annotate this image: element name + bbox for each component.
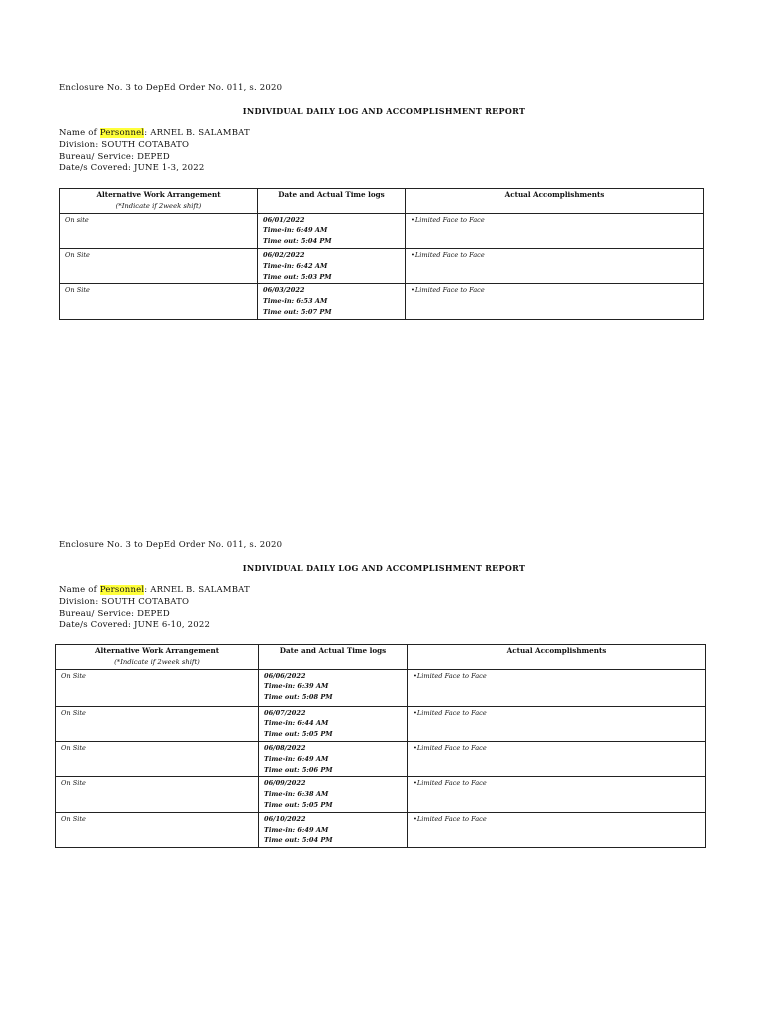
table-row: [56, 669, 706, 706]
report-title: INDIVIDUAL DAILY LOG AND ACCOMPLISHMENT REPORT: [242, 106, 526, 116]
table-row: [56, 777, 706, 812]
table-row: [60, 213, 704, 248]
accomplishment-cell: • Limited Face to Face: [408, 777, 706, 812]
header-arrangement-note: (*Indicate if 2week shift): [114, 657, 200, 666]
report-title: INDIVIDUAL DAILY LOG AND ACCOMPLISHMENT REPORT: [242, 563, 526, 573]
enclosure-reference: Enclosure No. 3 to DepEd Order No. 011, s. 2020: [59, 83, 283, 93]
arrangement-cell: On site: [60, 213, 258, 248]
arrangement-cell: On Site: [56, 706, 259, 741]
header-time-logs: Date and Actual Time logs: [259, 645, 408, 670]
table-row: [56, 706, 706, 741]
table-row: [56, 741, 706, 776]
name-line: [59, 128, 250, 140]
personnel-info: [59, 585, 250, 632]
log-table: [55, 644, 706, 848]
time-log-cell: 06/08/2022 Time-in: 6:49 AM Time out: 5:06 PM: [259, 741, 408, 776]
accomplishment-cell: • Limited Face to Face: [406, 248, 704, 283]
table-row: [60, 284, 704, 319]
header-arrangement: Alternative Work Arrangement (*Indicate if 2week shift): [60, 189, 258, 214]
bureau-line: Bureau/ Service: DEPED: [59, 608, 170, 619]
header-accomplishments: Actual Accomplishments: [406, 189, 704, 214]
arrangement-cell: On Site: [60, 284, 258, 319]
accomplishment-cell: • Limited Face to Face: [408, 706, 706, 741]
bureau-line: Bureau/ Service: DEPED: [59, 151, 170, 162]
accomplishment-cell: • Limited Face to Face: [406, 284, 704, 319]
arrangement-cell: On Site: [56, 777, 259, 812]
table-row: [56, 812, 706, 847]
time-log-cell: 06/01/2022 Time-in: 6:49 AM Time out: 5:04 PM: [258, 213, 406, 248]
dates-covered-line: Date/s Covered: JUNE 1-3, 2022: [59, 163, 205, 174]
table-header-row: [60, 189, 704, 214]
enclosure-reference: Enclosure No. 3 to DepEd Order No. 011, s. 2020: [59, 540, 283, 550]
header-accomplishments: Actual Accomplishments: [408, 645, 706, 670]
time-log-cell: 06/10/2022 Time-in: 6:49 AM Time out: 5:04 PM: [259, 812, 408, 847]
header-time-logs: Date and Actual Time logs: [258, 189, 406, 214]
arrangement-cell: On Site: [56, 741, 259, 776]
arrangement-cell: On Site: [56, 669, 259, 706]
division-line: Division: SOUTH COTABATO: [59, 596, 190, 607]
header-arrangement-note: (*Indicate if 2week shift): [115, 201, 202, 210]
accomplishment-cell: • Limited Face to Face: [408, 741, 706, 776]
header-arrangement: Alternative Work Arrangement (*Indicate if 2week shift): [56, 645, 259, 670]
division-line: Division: SOUTH COTABATO: [59, 139, 190, 150]
time-log-cell: 06/03/2022 Time-in: 6:53 AM Time out: 5:07 PM: [258, 284, 406, 319]
name-value: : ARNEL B. SALAMBAT: [144, 128, 250, 138]
name-label: Name of: [59, 585, 100, 595]
time-log-cell: 06/06/2022 Time-in: 6:39 AM Time out: 5:08 PM: [259, 669, 408, 706]
personnel-info: [59, 128, 250, 175]
name-line: [59, 585, 250, 597]
accomplishment-cell: • Limited Face to Face: [406, 213, 704, 248]
personnel-highlight: Personnel: [99, 128, 145, 138]
name-value: : ARNEL B. SALAMBAT: [144, 585, 250, 595]
table-header-row: [56, 645, 706, 670]
arrangement-cell: On Site: [56, 812, 259, 847]
time-log-cell: 06/07/2022 Time-in: 6:44 AM Time out: 5:05 PM: [259, 706, 408, 741]
name-label: Name of: [59, 128, 100, 138]
time-log-cell: 06/09/2022 Time-in: 6:38 AM Time out: 5:05 PM: [259, 777, 408, 812]
arrangement-cell: On Site: [60, 248, 258, 283]
accomplishment-cell: • Limited Face to Face: [408, 669, 706, 706]
dates-covered-line: Date/s Covered: JUNE 6-10, 2022: [59, 620, 211, 631]
personnel-highlight: Personnel: [99, 585, 145, 595]
table-row: [60, 248, 704, 283]
log-table: [59, 188, 704, 320]
time-log-cell: 06/02/2022 Time-in: 6:42 AM Time out: 5:03 PM: [258, 248, 406, 283]
accomplishment-cell: • Limited Face to Face: [408, 812, 706, 847]
